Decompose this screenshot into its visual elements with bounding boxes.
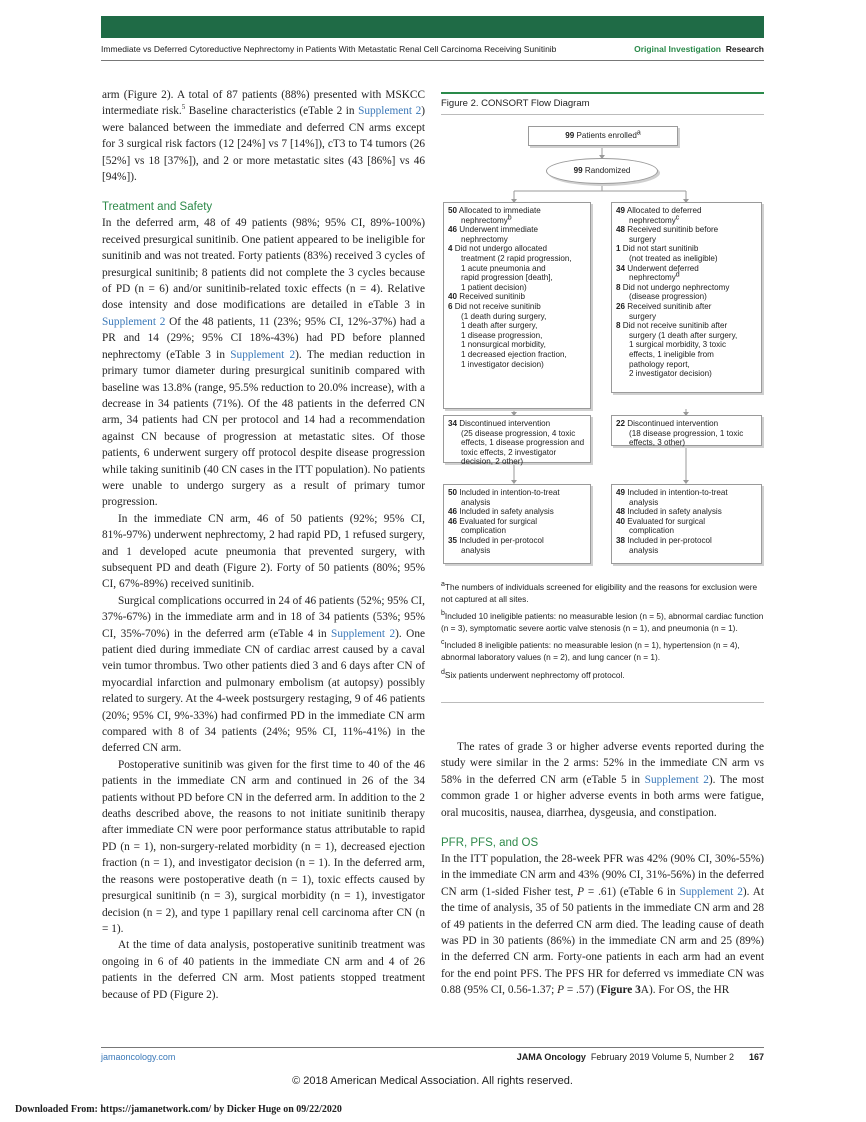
flow-box-line: 40 Received sunitinib — [448, 292, 525, 302]
box-enrolled: 99 Patients enrolled$^a$ — [528, 126, 678, 146]
flow-box-line: surgery (1 death after surgery, — [629, 330, 738, 340]
paragraph-surgical-complications: Surgical complications occurred in 24 of 46 patients (52%; 95% CI, 37%-67%) in the immediate arm and in 18 of 34 patients (53%; 95% CI, 35%-70%) in the deferred arm (eTable 4 in Supplement 2). One patient died during immediate CN of cardiac arrest caused by a caval vein tumor thrombus. Two other patients died 3 and 6 days after CN of myocardial infarction and pulmonary embolism (at autopsy) possibly related to surgery. At the 4-week postsurgery restaging, 9 of 46 patients (20%; 95% CI, 9%-33%) had confirmed PD in the immediate CN arm compared with 8 of 34 patients (24%; 95% CI, 11%-41%) in the deferred CN arm. — [102, 594, 425, 755]
flow-box-line: 8 Did not receive sunitinib after — [616, 321, 728, 331]
header-rule — [101, 60, 764, 61]
flow-box-line: rapid progression [death], — [461, 273, 553, 283]
flow-box-line: nephrectomy$^d$ — [629, 271, 680, 283]
flow-box-line: 1 death after surgery, — [461, 321, 538, 331]
flow-box-line: effects, 3 other) — [629, 438, 686, 448]
flow-box-line: 49 Included in intention-to-treat — [616, 488, 728, 497]
flow-box-line: 1 decreased ejection fraction, — [461, 349, 567, 359]
flow-box-line: analysis — [461, 497, 491, 507]
download-notice: Downloaded From: https://jamanetwork.com/ by Dicker Huge on 09/22/2020 — [15, 1104, 342, 1115]
flow-box-line: (18 disease progression, 1 toxic — [629, 428, 744, 438]
flow-box-line: analysis — [629, 545, 659, 555]
flow-box-line: 50 Allocated to immediate — [448, 206, 541, 215]
flow-box-line: 1 patient decision) — [461, 282, 527, 292]
flow-box-line: 6 Did not receive sunitinib — [448, 301, 541, 311]
flow-box-line: nephrectomy — [461, 234, 508, 244]
supplement-link[interactable]: Supplement 2 — [358, 105, 422, 118]
flow-box-line: pathology report, — [629, 359, 690, 369]
flow-box-line: 1 disease progression, — [461, 330, 543, 340]
figure-top-rule — [441, 92, 764, 94]
section-type: Research — [725, 44, 764, 54]
heading-pfr-pfs-os: PFR, PFS, and OS — [441, 837, 539, 850]
flow-box-line: surgery — [629, 234, 656, 244]
paragraph-intro: arm (Figure 2). A total of 87 patients (88%) presented with MSKCC intermediate risk.$^5$ Baseline characteristics (eTable 2 in Supplement 2) were balanced between the immediate and deferred CN arms except for 3 surgical risk factors (12 [24%] vs 7 [14%]), cT3 to T4 tumors (26 [52%] vs 18 [37%]), and 2 or more metastatic sites (43 [86%] vs 46 [94%]). — [102, 89, 425, 184]
supplement-link[interactable]: Supplement 2 — [230, 348, 296, 361]
supplement-link[interactable]: Supplement 2 — [331, 627, 396, 640]
box-randomized: 99 Randomized — [546, 158, 658, 184]
flow-box-line: 1 nonsurgical morbidity, — [461, 340, 546, 350]
flow-box-line: toxic effects, 2 investigator — [461, 447, 557, 457]
footer-rule — [101, 1047, 764, 1048]
box-left-discontinued — [443, 415, 591, 467]
header-color-bar — [101, 16, 764, 38]
box-right-analysis — [611, 484, 762, 564]
flow-box-line: 22 Discontinued intervention — [616, 419, 719, 428]
paragraph-adverse-events: The rates of grade 3 or higher adverse events reported during the study were similar in the 2 arms: 52% in the immediate CN arm vs 58% in the deferred CN arm (eTable 5 in Supplement 2). The most common grade 1 or higher adverse events in both arms were fatigue, oral mucositis, nausea, diarrhea, dysgeusia, and constipation. — [441, 741, 764, 819]
flow-box-line: decision, 2 other) — [461, 457, 524, 467]
flow-box-line: 1 acute pneumonia and — [461, 263, 546, 273]
footnote-d: $^d$Six patients underwent nephrectomy off protocol. — [441, 668, 625, 680]
paragraph-postoperative: Postoperative sunitinib was given for the first time to 40 of the 46 patients in the immediate CN arm and continued in 26 of the 34 patients without PD before CN in the deferred arm. In addition to the 2 deaths described above, the reasons to not initiate sunitinib therapy after immediate CN were poor performance status attributable to rapid PD (n = 1), non-surgery-related morbidity (n = 1), decreased ejection fraction (n = 1), and investigator decision (n = 1). In the deferred arm, the reasons were postoperative death (n = 1), toxic effects caused by presurgical sunitinib (n = 3), surgical morbidity (n = 1), investigator decision (n = 2), and type 1 papillary renal cell carcinoma after CN (n = 1). — [102, 758, 425, 935]
paragraph-immediate-arm: In the immediate CN arm, 46 of 50 patients (92%; 95% CI, 81%-97%) underwent nephrectomy, 2 had rapid PD, 1 refused surgery, and 1 developed acute pneumonia that prevented surgery, with subsequent PD and death (Figure 2). Forty of 50 patients (80%; 95% CI, 67%-89%) received sunitinib. — [102, 512, 425, 591]
box-right-allocation — [611, 202, 762, 393]
flow-box-line: (1 death during surgery, — [461, 311, 547, 321]
flow-box-line: analysis — [461, 545, 491, 555]
supplement-link[interactable]: Supplement 2 — [102, 315, 166, 328]
flow-box-line: 35 Included in per-protocol — [448, 535, 544, 545]
flow-box-line: complication — [461, 526, 506, 536]
flow-box-line: 40 Evaluated for surgical — [616, 516, 706, 526]
flow-box-line: 1 surgical morbidity, 3 toxic — [629, 340, 727, 350]
flow-box-line: treatment (2 rapid progression, — [461, 253, 572, 263]
paragraph-data-analysis: At the time of data analysis, postoperative sunitinib treatment was ongoing in 6 of 40 patients in the immediate CN arm and 4 of 26 patients in the deferred CN arm. Most patients stopped treatment because of PD (Figure 2). — [102, 939, 425, 1001]
flow-box-line: 1 investigator decision) — [461, 359, 544, 369]
flow-box-line: 34 Discontinued intervention — [448, 419, 551, 428]
flow-box-line: 48 Received sunitinib before — [616, 225, 719, 235]
flow-box-line: effects, 1 disease progression and — [461, 438, 585, 448]
figure-footnotes — [441, 582, 764, 687]
running-header — [101, 44, 764, 56]
footnote-b: $^b$Included 10 ineligible patients: no measurable lesion (n = 5), abnormal cardiac function (n = 3), symptomatic severe aortic valve stenosis (n = 1), and pneumonia (n = 1). — [441, 610, 764, 633]
flow-box-line: 4 Did not undergo allocated — [448, 244, 548, 254]
heading-treatment-safety: Treatment and Safety — [102, 201, 213, 214]
flow-box-line: surgery — [629, 311, 656, 321]
flow-box-line: (disease progression) — [629, 292, 707, 302]
footnote-c: $^c$Included 8 ineligible patients: no measurable lesion (n = 1), hypertension (n = 4), abnormal laboratory values (n = 2), and lung cancer (n = 1). — [441, 639, 740, 662]
flow-box-line: (not treated as ineligible) — [629, 253, 718, 263]
flow-box-line: 48 Included in safety analysis — [616, 507, 722, 517]
box-right-discontinued — [611, 415, 762, 446]
running-title: Immediate vs Deferred Cytoreductive Nephrectomy in Patients With Metastatic Renal Cell Carcinoma Receiving Sunitinib — [101, 44, 557, 54]
left-column — [102, 87, 425, 1003]
right-column — [441, 739, 764, 999]
flow-box-line: 26 Received sunitinib after — [616, 301, 712, 311]
page-number: 167 — [748, 1052, 764, 1062]
flow-box-line: (25 disease progression, 4 toxic — [461, 428, 576, 438]
flow-box-line: nephrectomy$^b$ — [461, 213, 512, 225]
flow-box-line: 49 Allocated to deferred — [616, 206, 702, 215]
flow-box-line: 2 investigator decision) — [629, 369, 712, 379]
section-label: Original Investigation — [634, 44, 721, 54]
footer-issue: February 2019 Volume 5, Number 2 — [590, 1052, 734, 1062]
flow-box-line: 1 Did not start sunitinib — [616, 244, 699, 254]
supplement-link[interactable]: Supplement 2 — [644, 773, 709, 786]
flow-box-line: 34 Underwent deferred — [616, 263, 699, 273]
flow-box-line: nephrectomy$^c$ — [629, 213, 680, 225]
flow-box-line: analysis — [629, 497, 659, 507]
figure-bottom-rule — [441, 702, 764, 703]
flow-box-line: 50 Included in intention-to-treat — [448, 488, 560, 497]
flow-box-line: 8 Did not undergo nephrectomy — [616, 282, 730, 292]
flow-box-line: complication — [629, 526, 674, 536]
flow-box-line: 38 Included in per-protocol — [616, 535, 712, 545]
flow-box-line: 46 Underwent immediate — [448, 225, 538, 235]
box-left-allocation — [443, 202, 591, 409]
footer-journal: JAMA Oncology — [516, 1052, 586, 1062]
figure-title: Figure 2. CONSORT Flow Diagram — [441, 98, 590, 109]
box-left-analysis — [443, 484, 591, 564]
footnote-a: $^a$The numbers of individuals screened for eligibility and the reasons for exclusion were not captured at all sites. — [441, 581, 758, 604]
supplement-link[interactable]: Supplement 2 — [679, 885, 743, 898]
flow-box-line: effects, 1 ineligible from — [629, 349, 714, 359]
footer-journal-info — [101, 1052, 764, 1062]
paragraph-deferred-arm: In the deferred arm, 48 of 49 patients (98%; 95% CI, 89%-100%) received presurgical sunitinib. One patient appeared to be ineligible for sunitinib and was not treated. Forty patients (83%) received 3 cycles of presurgical sunitinib; 8 patients did not complete the 3 cycles because of PD (n = 6) and/or sunitinib-related toxic effects (n = 4). Relative dose intensity and dose modifications are detailed in eTable 3 in Supplement 2 Of the 48 patients, 11 (23%; 95% CI, 12%-37%) had a PR and 14 (29%; 95% CI 18%-43%) had PD before planned nephrectomy (eTable 3 in Supplement 2). The median reduction in primary tumor diameter during presurgical sunitinib compared with baseline was 13.8% (range, 95.5% reduction to 20.0% increase), with a decrease in 34 patients (71%). Of the 48 patients in the deferred CN arm, 34 patients had CN per protocol and 14 had a recommendation against CN because of progression at metastatic sites. Of those patients, 6 underwent surgery off protocol despite disease progression while taking sunitinib (40 CN cases in the ITT population). No patients were unable to undergo surgery as a result of primary tumor progression. — [102, 217, 425, 509]
copyright: © 2018 American Medical Association. All rights reserved. — [292, 1075, 573, 1087]
paragraph-pfr: In the ITT population, the 28-week PFR was 42% (90% CI, 30%-55%) in the immediate CN arm and 43% (90% CI, 31%-56%) in the deferred CN arm (1-sided Fisher test, P = .61) (eTable 6 in Supplement 2). At the time of analysis, 35 of 50 patients in the immediate CN arm and 28 of 49 patients in the deferred CN arm died. The leading cause of death was PD in 30 patients (86%) in the immediate CN arm and 25 (89%) in the deferred CN arm. Forty-one patients in each arm had an event for the end point PFS. The PFS HR for deferred vs immediate CN was 0.88 (95% CI, 0.56-1.37; P = .57) (Figure 3A). For OS, the HR — [441, 853, 764, 997]
flow-box-line: 46 Evaluated for surgical — [448, 516, 538, 526]
footer-website[interactable]: jamaoncology.com — [101, 1052, 176, 1062]
flow-box-line: 46 Included in safety analysis — [448, 507, 554, 517]
